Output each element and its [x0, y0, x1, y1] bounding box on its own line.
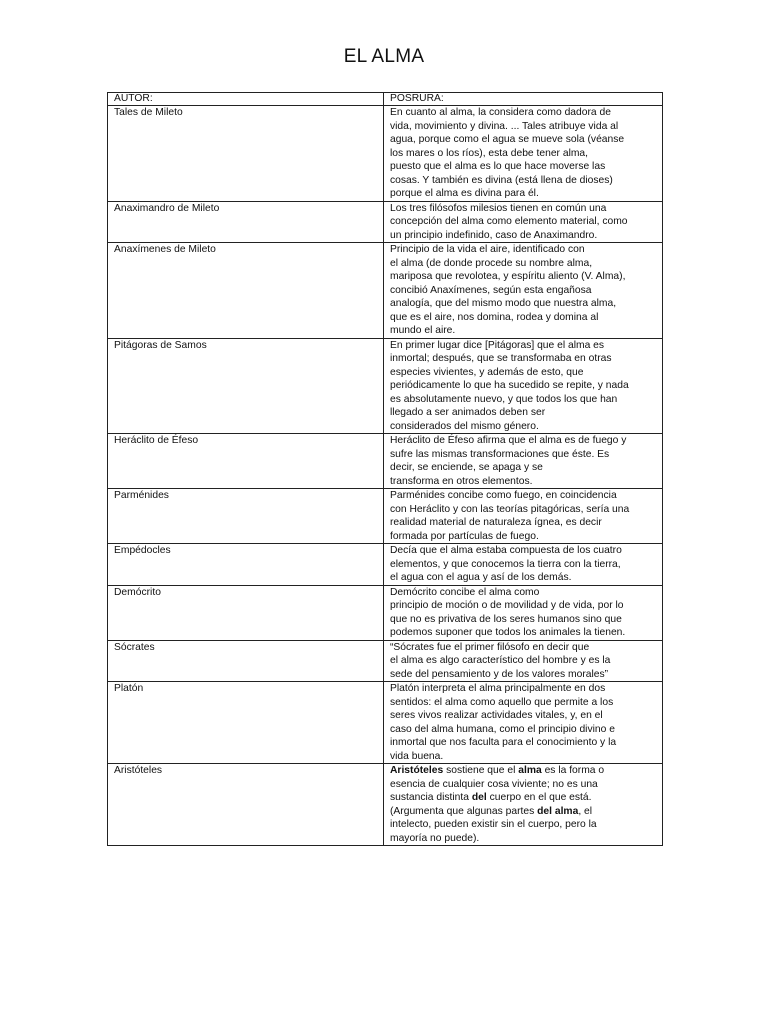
body-text: es la forma o esencia de cualquier cosa viviente; no es una sustancia distinta: [390, 765, 605, 803]
author-cell: Pitágoras de Samos: [108, 338, 384, 434]
table-row: [108, 640, 663, 682]
author-cell: Demócrito: [108, 585, 384, 640]
position-cell: “Sócrates fue el primer filósofo en decir que el alma es algo característico del hombre y es la sede del pensamiento y de los valores morales”: [384, 640, 663, 682]
author-cell: Tales de Mileto: [108, 106, 384, 202]
table-row: [108, 544, 663, 586]
page-title: EL ALMA: [343, 46, 425, 67]
body-text: cuerpo en el que está. (Argumenta que algunas partes: [390, 792, 592, 817]
table-row: [108, 106, 663, 202]
authors-table: [107, 92, 663, 846]
table-row: [108, 434, 663, 489]
bold-text: del alma: [537, 805, 579, 817]
position-cell: Principio de la vida el aire, identificado con el alma (de donde procede su nombre alma, mariposa que revolotea, y espíritu aliento (V. Alma), concibió Anaxímenes, según esta engañosa analogía, que del mismo modo que nuestra alma, que es el aire, nos domina, rodea y domina al mundo el aire.: [384, 243, 663, 339]
bold-text: alma: [518, 765, 542, 776]
author-cell: Anaximandro de Mileto: [108, 201, 384, 243]
position-cell: [384, 764, 663, 846]
author-cell: Platón: [108, 682, 384, 764]
table-row: [108, 243, 663, 339]
author-cell: Anaxímenes de Mileto: [108, 243, 384, 339]
position-cell: Demócrito concibe el alma como principio de moción o de movilidad y de vida, por lo que no es privativa de los seres humanos sino que podemos suponer que todos los animales la tienen.: [384, 585, 663, 640]
position-cell: En cuanto al alma, la considera como dadora de vida, movimiento y divina. ... Tales atribuye vida al agua, porque como el agua se mueve sola (véanse los mares o los ríos), esta debe tener alma, puesto que el alma es lo que hace moverse las cosas. Y también es divina (está llena de dioses) porque el alma es divina para él.: [384, 106, 663, 202]
table-row: [108, 338, 663, 434]
body-text: , el intelecto, pueden existir sin el cuerpo, pero la mayoría no puede).: [390, 805, 597, 844]
position-cell: En primer lugar dice [Pitágoras] que el alma es inmortal; después, que se transformaba en otras especies vivientes, y además de esto, que periódicamente lo que ha sucedido se repite, y nada es absolutamente nuevo, y que todos los que han llegado a ser animados deben ser considerados del mismo género.: [384, 338, 663, 434]
author-cell: Empédocles: [108, 544, 384, 586]
position-cell: Platón interpreta el alma principalmente en dos sentidos: el alma como aquello que permite a los seres vivos realizar actividades vitales, y, en el caso del alma humana, como el principio divino e inmortal que nos faculta para el conocimiento y la vida buena.: [384, 682, 663, 764]
position-cell: Los tres filósofos milesios tienen en común una concepción del alma como elemento material, como un principio indefinido, caso de Anaximandro.: [384, 201, 663, 243]
table-row: [108, 764, 663, 846]
position-cell: Decía que el alma estaba compuesta de los cuatro elementos, y que conocemos la tierra con la tierra, el agua con el agua y así de los demás.: [384, 544, 663, 586]
position-cell: Heráclito de Éfeso afirma que el alma es de fuego y sufre las mismas transformaciones que éste. Es decir, se enciende, se apaga y se transforma en otros elementos.: [384, 434, 663, 489]
position-cell: Parménides concibe como fuego, en coincidencia con Heráclito y con las teorías pitagóricas, sería una realidad material de naturaleza ígnea, es decir formada por partículas de fuego.: [384, 489, 663, 544]
author-column-header: AUTOR:: [108, 93, 384, 106]
table-header-row: [108, 93, 663, 106]
table-row: [108, 585, 663, 640]
body-text: sostiene que el: [443, 765, 519, 776]
author-cell: Sócrates: [108, 640, 384, 682]
table-row: [108, 682, 663, 764]
author-cell: Aristóteles: [108, 764, 384, 846]
table-row: [108, 201, 663, 243]
bold-text: del: [471, 792, 487, 803]
position-column-header: POSRURA:: [384, 93, 663, 106]
bold-text: Aristóteles: [390, 765, 444, 776]
author-cell: Heráclito de Éfeso: [108, 434, 384, 489]
table-row: [108, 489, 663, 544]
author-cell: Parménides: [108, 489, 384, 544]
